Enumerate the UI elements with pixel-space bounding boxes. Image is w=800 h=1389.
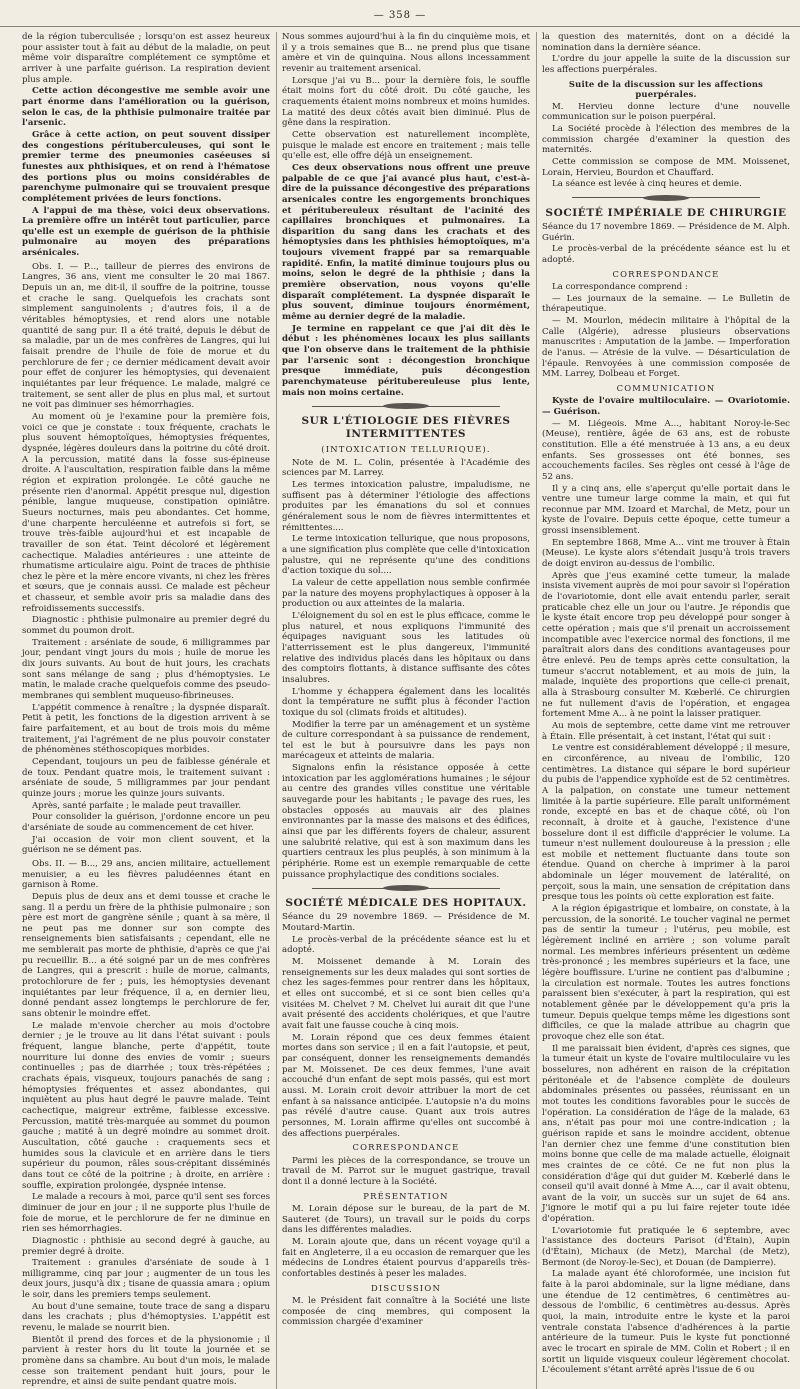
subsection-title: DISCUSSION: [370, 1282, 442, 1293]
subsection-title: COMMUNICATION: [616, 382, 716, 393]
section-title: SOCIÉTÉ MÉDICALE DES HOPITAUX.: [285, 897, 527, 910]
paragraph: Le ventre est considérablement développé ; il mesure, en circonférence, au niveau de l'ombilic, 120 centimètres. La distance qui sépare le bord supérieur du pubis de l'appendice xyphoïde est de 52 centimètres. A la palpation, on constate une tumeur nettement limitée à la partie supérieure. Elle paraît uniformément ronde, excepté en bas et de chaque côté, où l'on reconnaît, à droite et à gauche, l'existence d'une bosselure dont il est difficile d'apprécier le volume. La tumeur n'est nullement douloureuse à la pression ; elle est mobile et nettement fluctuante dans toute son étendue. Quand on cherche à imprimer à la paroi abdominale un léger mouvement de latéralité, on perçoit, sous la main, une sensation de crépitation dans presque tous les points où cette exploration est faite.: [542, 743, 790, 903]
paragraph: Il y a cinq ans, elle s'aperçut qu'elle portait dans le ventre une tumeur large comme la main, et qui fut reconnue par MM. Izoard et Marchal, de Metz, pour un kyste de l'ovaire. Depuis cette époque, cette tumeur a grossi insensiblement.: [542, 483, 790, 537]
paragraph: Cette commission se compose de MM. Moissenet, Lorain, Hervieu, Bourdon et Chauffard.: [542, 156, 790, 178]
paragraph: Grâce à cette action, on peut souvent dissiper des congestions pérituberculeuses, qui sont le premier terme des pneumonies caséeuses si funestes aux phthisiques, et on rend à l'hématose des portions plus ou moins considérables de parenchyme pulmonaire qui se trouvaient presque complétement privées de leurs fonctions.: [22, 129, 270, 204]
observation-2: [22, 859, 270, 1388]
suite-discussion: [542, 102, 790, 190]
col3-continued: [542, 32, 790, 76]
column-3: [542, 32, 790, 1389]
paragraph: Je termine en rappelant ce que j'ai dit dès le début : les phénomènes locaux les plus saillants que l'on observe dans le traitement de la phthisie par l'arsenic sont : décongestion bronchique presque immédiate, puis décongestion parenchymateuse péritubereuleuse plus lente, mais non moins certaine.: [282, 323, 530, 398]
paragraph: Modifier la terre par un aménagement et un système de culture correspondant à sa puissance de rendement, tel est le but à poursuivre dans les pays non marécageux et atteints de malaria.: [282, 719, 530, 762]
section-divider: [572, 193, 760, 203]
paragraph: Au moment où je l'examine pour la première fois, voici ce que je constate : toux fréquente, crachats le plus souvent hémoptoïques, hémoptysies fréquentes, dyspnée, légères douleurs dans la poitrine du côté droit. A la percussion, matité dans la fosse sus-épineuse droite. A l'auscultation, respiration faible dans la même région et expiration prolongée. Le côté gauche ne présente rien d'anormal. Appétit presque nul, digestion pénible, langue muqueuse, constipation opiniâtre. Sueurs nocturnes, mais peu abondantes. Cet homme, d'une charpente herculéenne et autrefois si fort, se trouve très-faible aujourd'hui et est incapable de travailler de son état. Teint décoloré et légèrement cachectique. Maladies antérieures : une atteinte de rhumatisme articulaire aigu. Point de traces de phthisie chez le père et la mère encore vivants, ni chez les frères et sœurs, que je connais aussi. Ce malade est pêcheur et chasseur, et semble avoir pris sa maladie dans des refroidissements successifs.: [22, 411, 270, 614]
paragraph: A la région épigastrique et lombaire, on constate, à la percussion, de la sonorité. Le toucher vaginal ne permet pas de sentir la tumeur ; l'utérus, peu mobile, est légèrement incliné en arrière ; son volume paraît normal. Les membres inférieurs présentent un œdème très-prononcé ; les membres supérieurs et la face, une légère bouffissure. L'urine ne contient pas d'albumine ; la circulation est normale. Toutes les autres fonctions paraissent bien s'exécuter, à part la respiration, qui est notablement gênée par le développement qu'a pris la tumeur. Depuis quelque temps même les digestions sont difficiles, ce que la malade attribue au chagrin que provoque chez elle son état.: [542, 904, 790, 1042]
paragraph: — M. Mourlon, médecin militaire à l'hôpital de la Calle (Algérie), adresse plusieurs observations manuscrites : Amputation de la jambe. — Imperforation de l'anus. — Atrésie de la vulve. — Désarticulation de l'épaule. Renvoyées à une commission composée de MM. Larrey, Dolbeau et Forget.: [542, 315, 790, 380]
paragraph: Cette action décongestive me semble avoir une part énorme dans l'amélioration ou la guérison, selon le cas, de la phthisie pulmonaire traitée par l'arsenic.: [22, 86, 270, 129]
section-title: SUR L'ÉTIOLOGIE DES FIÈVRES INTERMITTENTES: [301, 415, 511, 441]
subsection-title: Suite de la discussion sur les affections puerpérales.: [568, 78, 764, 99]
paragraph: la question des maternités, dont on a décidé la nomination dans la dernière séance.: [542, 32, 790, 53]
paragraph: Diagnostic : phthisie pulmonaire au premier degré du sommet du poumon droit.: [22, 615, 270, 637]
paragraph: J'ai occasion de voir mon client souvent, et la guérison ne se dément pas.: [22, 834, 270, 856]
paragraph: Cette observation est naturellement incomplète, puisque le malade est encore en traitement ; mais telle qu'elle est, elle offre déjà un enseignement.: [282, 129, 530, 162]
paragraph: Signalons enfin la résistance opposée à cette intoxication par les agglomérations humaines ; le séjour au centre des grandes villes constitue une véritable sauvegarde pour les habitants ; le pavage des rues, les obstacles opposés au mauvais air des plaines environnantes par la masse des maisons et des édifices, ainsi que par les différents foyers de chaleur, assurent une salubrité relative, qui est à son maximum dans les quartiers centraux les plus peuplés, à son minimum à la périphérie. Rome est un exemple remarquable de cette puissance prophylactique des conditions sociales.: [282, 763, 530, 880]
paragraph: Le terme intoxication tellurique, que nous proposons, a une signification plus complète que celle d'intoxication palustre, qui ne représente qu'une des conditions d'action toxique du sol....: [282, 534, 530, 577]
paragraph: La Société procède à l'élection des membres de la commission chargée d'examiner la question des maternités.: [542, 123, 790, 156]
paragraph: Le malade m'envoie chercher au mois d'octobre dernier ; je le trouve au lit dans l'état suivant : pouls fréquent, langue blanche, perte d'appétit, toute nourriture lui donne des envies de vomir ; sueurs continuelles ; pas de diarrhée ; toux très-répétées ; crachats épais, visqueux, toujours panachés de sang ; hémoptysies fréquentes et assez abondantes, qui inquiètent au plus haut degré le pauvre malade. Teint cachectique, maigreur extrême, faiblesse excessive. Percussion, matité très-marquée au sommet du poumon gauche ; matité à un degré moindre au sommet droit. Auscultation, côté gauche : craquements secs et humides sous la clavicule et en arrière dans le tiers supérieur du poumon, râles sous-crépitant disséminés dans tout ce côté de la poitrine ; à droite, en arrière : souffle, expiration prolongée, dyspnée intense.: [22, 1020, 270, 1191]
paragraph: — Les journaux de la semaine. — Le Bulletin de thérapeutique.: [542, 293, 790, 315]
paragraph: Parmi les pièces de la correspondance, se trouve un travail de M. Parrot sur le muguet gastrique, travail dont il a donné lecture à la Société.: [282, 1155, 530, 1187]
paragraph: Obs. I. — P..., tailleur de pierres des environs de Langres, 36 ans, vient me consulter le 20 mai 1867. Depuis un an, me dit-il, il souffre de la poitrine, tousse et crache le sang. Quelquefois les crachats sont simplement sanguinolents ; d'autres fois, il a de véritables hémoptysies, et rend alors une notable quantité de sang pur. Il a été traité, depuis le début de sa maladie, par un de mes confrères de Langres, qui lui faisait prendre de l'huile de foie de morue et du perchlorure de fer ; ce dernier médicament devait avoir pour effet de conjurer les hémoptysies, qui devenaient inquiétantes par leur fréquence. Le malade, malgré ce traitement, se sent aller de plus en plus mal, et surtout ne voit pas diminuer ses hémorrhagies.: [22, 261, 270, 411]
session-line: Séance du 17 novembre 1869. — Présidence de M. Alph. Guérin.: [542, 221, 790, 243]
paragraph: Lorsque j'ai vu B... pour la dernière fois, le souffle était moins fort du côté droit. Du côté gauche, les craquements étaient moins nombreux et moins humides. La matité des deux côtés avait bien diminué. Plus de gêne dans la respiration.: [282, 75, 530, 129]
paragraph: Cependant, toujours un peu de faiblesse générale et de toux. Pendant quatre mois, le traitement suivant : arséniate de soude, 5 milligrammes par jour pendant quinze jours ; morue les quinze jours suivants.: [22, 756, 270, 799]
session-line: Séance du 29 novembre 1869. — Présidence de M. Moutard-Martin.: [282, 912, 530, 934]
paragraph: M. Hervieu donne lecture d'une nouvelle communication sur le poison puerpéral.: [542, 101, 790, 123]
paragraph: Le procès-verbal de la précédente séance est lu et adopté.: [282, 934, 530, 956]
column-1: [22, 32, 270, 1389]
text-columns: [22, 32, 790, 1388]
page-number: — 358 —: [373, 10, 427, 21]
paragraph: Traitement : arséniate de soude, 6 milligrammes par jour, pendant vingt jours du mois ; huile de morue les dix jours suivants. Au bout de huit jours, les crachats sont sans mélange de sang ; plus d'hémoptysies. Le matin, le malade crache quelquefois comme des pseudo-membranes qui semblent muqueuso-fibrineuses.: [22, 637, 270, 702]
paragraph: Bientôt il prend des forces et de la physionomie ; il parvient à rester hors du lit toute la journée et se promène dans sa chambre. Au bout d'un mois, le malade cesse son traitement pendant huit jours, pour le reprendre, et ainsi de suite pendant quatre mois.: [22, 1334, 270, 1388]
paragraph: L'ordre du jour appelle la suite de la discussion sur les affections puerpérales.: [542, 54, 790, 75]
article-societe-chirurgie: [542, 207, 790, 1376]
paragraph: Au bout d'une semaine, toute trace de sang a disparu dans les crachats ; plus d'hémoptysies. L'appétit est revenu, le malade se nourrit bien.: [22, 1301, 270, 1334]
subsection-title: CORRESPONDANCE: [612, 268, 720, 279]
paragraph: Pour consolider la guérison, j'ordonne encore un peu d'arséniate de soude au commencement de cet hiver.: [22, 812, 270, 833]
col1-intro: [22, 32, 270, 259]
section-divider: [312, 883, 500, 893]
article-note: Note de M. L. Colin, présentée à l'Académie des sciences par M. Larrey.: [282, 457, 530, 479]
article-societe-medicale: [282, 897, 530, 1328]
col2-continued: [282, 32, 530, 398]
paragraph: Ces deux observations nous offrent une preuve palpable de ce que j'ai avancé plus haut, c'est-à-dire de la puissance décongestive des préparations arsenicales contre les engorgements bronchiques et péritubereuleux résultant de l'acinité des capillaires bronchiques et pulmonaires. La disparition du sang dans les crachats et des hémoptysies dans les phthisies hémoptoïques, m'a toujours vivement frappé par sa remarquable rapidité. Enfin, la matité diminue toujours plus ou moins, selon le degré de la phthisie ; dans la première observation, nous voyons qu'elle disparaît complétement. La dyspnée disparaît le plus souvent, diminue toujours énormément, même au dernier degré de la maladie.: [282, 162, 530, 323]
subsection-title: PRÉSENTATION: [363, 1190, 449, 1201]
paragraph: Depuis plus de deux ans et demi tousse et crache le sang. Il a perdu un frère de la phthisie pulmonaire ; son père est mort de gangrène sénile ; quant à sa mère, il ne peut pas me donner sur son compte des renseignements bien satisfaisants ; cependant, elle ne me semblerait pas morte de phthisie, d'après ce que j'ai pu recueillir. B... a été soigné par un de mes confrères de Langres, qui a prescrit : huile de morue, calmants, protochlorure de fer ; puis, les hémoptysies devenant inquiétantes par leur fréquence, il a, en dernier lieu, donné pendant assez longtemps le perchlorure de fer, sans obtenir le moindre effet.: [22, 891, 270, 1020]
paragraph: L'appétit commence à renaître ; la dyspnée disparaît. Petit à petit, les fonctions de la digestion arrivent à se faire parfaitement, et au bout de trois mois du même traitement, j'ai l'agrément de ne plus pouvoir constater de phénomènes stéthoscopiques morbides.: [22, 702, 270, 756]
paragraph: L'homme y échappera également dans les localités dont la température ne suffit plus à féconder l'action toxique du sol (climats froids et altitudes).: [282, 686, 530, 718]
paragraph: En septembre 1868, Mme A... vint me trouver à Étain (Meuse). Le kyste alors s'étendait jusqu'à trois travers de doigt environ au-dessus de l'ombilic.: [542, 537, 790, 570]
paragraph: La valeur de cette appellation nous semble confirmée par la nature des moyens prophylactiques à opposer à la production ou aux atteintes de la malaria.: [282, 577, 530, 610]
article-fievres: [282, 415, 530, 880]
paragraph: M. le Président fait connaître à la Société une liste composée de cinq membres, qui composent la commission chargée d'examiner: [282, 1295, 530, 1328]
paragraph: Traitement : granules d'arséniate de soude à 1 milligramme, cinq par jour ; augmenter de un tous les deux jours, jusqu'à dix ; tisane de quassia amara ; opium le soir, dans les premiers temps seulement.: [22, 1258, 270, 1301]
column-2: [282, 32, 530, 1389]
paragraph: de la région tuberculisée ; lorsqu'on est assez heureux pour assister tout à fait au début de la maladie, on peut même voir disparaître complétement ce symptôme et arriver à une parfaite guérison. La respiration devient plus ample.: [22, 32, 270, 85]
paragraph: Au mois de septembre, cette dame vint me retrouver à Étain. Elle présentait, à cet instant, l'état qui suit :: [542, 720, 790, 742]
paragraph: M. Lorain dépose sur le bureau, de la part de M. Sauteret (de Tours), un travail sur le poids du corps dans les différentes maladies.: [282, 1203, 530, 1236]
subsection-title: CORRESPONDANCE: [352, 1142, 460, 1153]
section-divider: [312, 401, 500, 411]
paragraph: Nous sommes aujourd'hui à la fin du cinquième mois, et il y a trois semaines que B... ne prend plus que tisane amère et vin de quinquina. Nous allons incessamment revenir au traitement arsenical.: [282, 32, 530, 74]
page-folio: [0, 6, 800, 27]
paragraph: M. Lorain répond que ces deux femmes étaient mortes dans son service ; il en a fait l'autopsie, et peut, par conséquent, donner les renseignements demandés par M. Moissenet. De ces deux femmes, l'une avait accouché d'un enfant de sept mois passés, qui est mort aussi. M. Lorain croit devoir attribuer la mort de cet enfant à sa naissance anticipée. L'autopsie n'a du moins pas révélé d'autre cause. Quant aux trois autres personnes, M. Lorain affirme qu'elles ont succombé à des affections puerpérales.: [282, 1032, 530, 1139]
paragraph: M. Lorain ajoute que, dans un récent voyage qu'il a fait en Angleterre, il a eu occasion de remarquer que les médecins de Londres étaient pourvus d'appareils très-confortables destinés à peser les malades.: [282, 1236, 530, 1279]
paragraph: Il me paraissait bien évident, d'après ces signes, que la tumeur était un kyste de l'ovaire multiloculaire vu les bosselures, non adhérent en raison de la crépitation péritonéale et de l'absence complète de douleurs abdominales présentes ou passées, réunissant en un mot toutes les conditions favorables pour le succès de l'opération. La considération de l'âge de la malade, 63 ans, n'était pas pour moi une contre-indication ; la guérison rapide et sans le moindre accident, obtenue l'an dernier chez une femme d'une constitution bien moins bonne que celle de ma malade actuelle, éloignait mes craintes de ce côté. Ce ne fut non plus la considération d'âge qui dut guider M. Kœberlé dans le conseil qu'il avait donné à Mme A..., car il avait obtenu, avant de la voir, un succès sur un sujet de 64 ans. J'ignore le motif qui a pu lui faire rejeter toute idée d'opération.: [542, 1043, 790, 1225]
paragraph: La correspondance comprend :: [552, 281, 688, 292]
paragraph: Diagnostic : phthisie au second degré à gauche, au premier degré à droite.: [22, 1235, 270, 1257]
paragraph: L'éloignement du sol en est le plus efficace, comme le plus naturel, et nous expliquons l'immunité des équipages naviguant sous les latitudes où l'atterrissement est le plus dangereux, l'immunité relative des individus placés dans les hôpitaux ou dans des comptoirs flottants, à distance suffisante des côtes insalubres.: [282, 610, 530, 685]
observation-1: [22, 262, 270, 856]
paragraph: Les termes intoxication palustre, impaludisme, ne suffisent pas à déterminer l'étiologie des affections produites par les émanations du sol et connues généralement sous le nom de fièvres intermittentes et rémittentes....: [282, 480, 530, 533]
paragraph: A l'appui de ma thèse, voici deux observations. La première offre un intérêt tout particulier, parce qu'elle est un exemple de guérison de la phthisie pulmonaire au moyen des préparations arsénicales.: [22, 205, 270, 259]
paragraph: M. Moissenet demande à M. Lorain des renseignements sur les deux malades qui sont sorties de chez les sages-femmes pour rentrer dans les hôpitaux, et elles ont succombé, et si ce sont bien celles qu'a visitées M. Chelvet ? M. Chelvet lui aurait dit que l'une avait présenté des accidents cholériques, et que l'autre avait fait une fausse couche à cinq mois.: [282, 957, 530, 1031]
paragraph: Obs. II. — B..., 29 ans, ancien militaire, actuellement menuisier, a eu les fièvres paludéennes étant en garnison à Rome.: [22, 858, 270, 891]
paragraph: Le malade a recours à moi, parce qu'il sent ses forces diminuer de jour en jour ; il ne supporte plus l'huile de foie de morue, et le perchlorure de fer ne diminue en rien ses hémorrhagies.: [22, 1192, 270, 1235]
section-title: SOCIÉTÉ IMPÉRIALE DE CHIRURGIE: [545, 206, 787, 219]
section-subtitle: (INTOXICATION TELLURIQUE).: [321, 444, 491, 455]
paragraph: La séance est levée à cinq heures et demie.: [552, 179, 742, 190]
paragraph: — M. Liégeois. Mme A..., habitant Noroy-le-Sec (Meuse), rentière, âgée de 63 ans, est de robuste constitution. Elle a été menstruée à 13 ans, a eu deux enfants. Ses grossesses ont été bonnes, ses accouchements faciles. Ses règles ont cessé à l'âge de 52 ans.: [542, 418, 790, 482]
paragraph: Après, santé parfaite ; le malade peut travailler.: [32, 800, 242, 811]
communication-heading: Kyste de l'ovaire multiloculaire. — Ovariotomie. — Guérison.: [542, 396, 790, 417]
paragraph: La malade ayant été chloroformée, une incision fut faite à la paroi abdominale, sur la ligne médiane, dans une étendue de 12 centimètres, 6 centimètres au-dessous de l'ombilic, 6 centimètres au-dessus. Après quoi, la main, introduite entre le kyste et la paroi ventrale constata l'absence d'adhérences à la partie antérieure de la tumeur. Puis le kyste fut ponctionné avec le trocart en spirale de MM. Colin et Robert ; il en sortit un liquide visqueux couleur légèrement chocolat. L'écoulement s'étant arrêté après l'issue de 6 ou: [542, 1269, 790, 1376]
paragraph: L'ovariotomie fut pratiquée le 6 septembre, avec l'assistance des docteurs Parisot (d'Étain), Aupin (d'Étain), Michaux (de Metz), Marchal (de Metz), Bermont (de Noroy-le-Sec), et Douan (de Dampierre).: [542, 1225, 790, 1268]
paragraph: Après que j'eus examiné cette tumeur, la malade insista vivement auprès de moi pour savoir si l'opération de l'ovariotomie, dont elle avait entendu parler, serait praticable chez elle un jour ou l'autre. Je répondis que le kyste était encore trop peu développé pour songer à cette opération ; mais que s'il prenait un accroissement incompatible avec l'exercice normal des fonctions, il me paraîtrait alors dans des conditions avantageuses pour être enlevé. Peu de temps après cette consultation, la tumeur s'accrut notablement, et au mois de juin, la malade, inquiète des proportions que celle-ci prenait, alla à Strasbourg consulter M. Kœberlé. Ce chirurgien ne fut nullement d'avis de l'opération, et engagea fortement Mme A... à ne point la laisser pratiquer.: [542, 570, 790, 720]
paragraph: Le procès-verbal de la précédente séance est lu et adopté.: [542, 244, 790, 265]
